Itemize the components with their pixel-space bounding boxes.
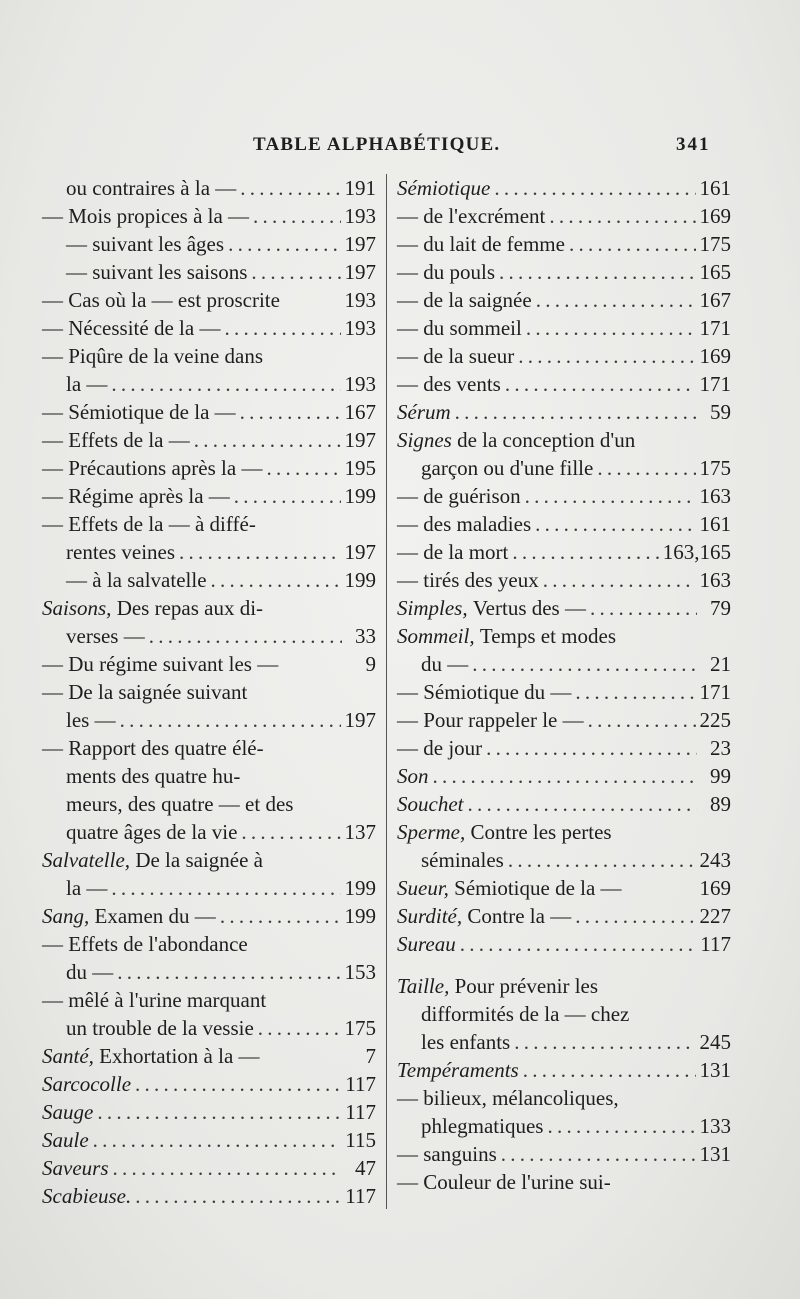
entry-page-number: 243	[699, 848, 731, 872]
entry-page-number: 117	[345, 1184, 376, 1208]
entry-text: — de guérison	[397, 484, 521, 508]
index-entry	[397, 902, 731, 930]
dot-leader	[549, 202, 695, 230]
index-entry	[397, 706, 731, 734]
index-entry	[397, 1168, 731, 1196]
dot-leader	[467, 790, 697, 818]
entry-text: — du sommeil	[397, 316, 522, 340]
entry-text: — de jour	[397, 736, 483, 760]
entry-text: — tirés des yeux	[397, 568, 539, 592]
index-entry	[42, 1014, 376, 1042]
index-entry	[42, 1042, 376, 1070]
entry-text: — Mois propices à la —	[42, 204, 250, 228]
entry-text: du —	[421, 652, 469, 676]
entry-page-number: 169	[699, 204, 731, 228]
entry-page-number: 227	[699, 904, 731, 928]
index-entry	[397, 762, 731, 790]
dot-leader	[111, 370, 340, 398]
index-entry	[42, 370, 376, 398]
entry-page-number: 89	[710, 792, 731, 816]
entry-page-number: 191	[344, 176, 376, 200]
entry-headword: Taille,	[397, 974, 450, 998]
entry-page-number: 171	[699, 316, 731, 340]
dot-leader	[240, 398, 341, 426]
page-header	[0, 134, 800, 162]
entry-text: la —	[66, 372, 108, 396]
entry-headword: Tempéraments	[397, 1058, 519, 1082]
entry-headword: Sémiotique	[397, 176, 491, 200]
dot-leader	[575, 902, 695, 930]
index-entry	[42, 622, 376, 650]
entry-page-number: 199	[344, 568, 376, 592]
entry-page-number: 199	[344, 904, 376, 928]
entry-page-number: 193	[344, 288, 376, 312]
dot-leader	[460, 930, 697, 958]
entry-text: — du pouls	[397, 260, 496, 284]
entry-page-number: 197	[344, 260, 376, 284]
dot-leader	[211, 566, 341, 594]
entry-page-number: 133	[699, 1114, 731, 1138]
entry-text: garçon ou d'une fille	[421, 456, 594, 480]
entry-page-number: 193	[344, 372, 376, 396]
dot-leader	[543, 566, 696, 594]
entry-page-number: 131	[699, 1058, 731, 1082]
entry-page-number: 197	[344, 232, 376, 256]
entry-text: — Pour rappeler le —	[397, 708, 584, 732]
index-entry	[397, 1056, 731, 1084]
entry-page-number: 225	[699, 708, 731, 732]
entry-text: Vertus des —	[472, 596, 586, 620]
index-entry	[397, 258, 731, 286]
entry-page-number: 199	[344, 484, 376, 508]
index-entry	[42, 286, 376, 314]
index-entry	[397, 594, 731, 622]
index-entry	[397, 1028, 731, 1056]
index-entry	[42, 1154, 376, 1182]
index-entry	[42, 678, 376, 706]
entry-headword: Son	[397, 764, 429, 788]
entry-text: — du lait de femme	[397, 232, 565, 256]
entry-page-number: 161	[699, 176, 731, 200]
entry-text: verses —	[66, 624, 145, 648]
entry-text: Examen du —	[94, 904, 216, 928]
dot-leader	[508, 846, 696, 874]
entry-page-number: 59	[710, 400, 731, 424]
entry-text: du —	[66, 960, 114, 984]
index-entry	[42, 706, 376, 734]
dot-leader	[120, 706, 341, 734]
entry-page-number: 23	[710, 736, 731, 760]
entry-text: — Nécessité de la —	[42, 316, 221, 340]
entry-page-number: 115	[345, 1128, 376, 1152]
index-entry	[397, 818, 731, 846]
index-entry	[42, 1182, 376, 1210]
index-entry	[42, 314, 376, 342]
entry-page-number: 9	[365, 652, 376, 676]
entry-text: — Effets de la — à diffé-	[42, 512, 256, 536]
entry-page-number: 47	[355, 1156, 376, 1180]
dot-leader	[499, 258, 695, 286]
entry-page-number: 175	[699, 456, 731, 480]
dot-leader	[518, 342, 695, 370]
entry-text: — Cas où la — est proscrite	[42, 288, 280, 312]
index-entry	[42, 230, 376, 258]
entry-headword: Simples,	[397, 596, 468, 620]
entry-text: — suivant les saisons	[66, 260, 248, 284]
entry-page-number: 131	[699, 1142, 731, 1166]
entry-text: les enfants	[421, 1030, 511, 1054]
dot-leader	[253, 202, 340, 230]
index-entry	[397, 314, 731, 342]
entry-text: — de la mort	[397, 540, 509, 564]
dot-leader	[149, 622, 342, 650]
index-entry	[397, 454, 731, 482]
entry-text: les —	[66, 708, 116, 732]
entry-headword: Sureau	[397, 932, 456, 956]
index-entry	[397, 622, 731, 650]
dot-leader	[117, 958, 340, 986]
running-title: TABLE ALPHABÉTIQUE.	[253, 134, 501, 155]
entry-page-number: 169	[699, 876, 731, 900]
index-entry	[397, 370, 731, 398]
entry-page-number: 167	[699, 288, 731, 312]
index-entry	[42, 874, 376, 902]
dot-leader	[505, 370, 696, 398]
entry-text: — Piqûre de la veine dans	[42, 344, 264, 368]
entry-headword: Saisons,	[42, 596, 112, 620]
index-entry	[42, 790, 376, 818]
entry-page-number: 197	[344, 428, 376, 452]
entry-text: — Rapport des quatre élé-	[42, 736, 264, 760]
entry-text: — Sémiotique de la —	[42, 400, 236, 424]
index-entry	[397, 1140, 731, 1168]
entry-headword: Sueur,	[397, 876, 449, 900]
entry-text: séminales	[421, 848, 504, 872]
entry-page-number: 167	[344, 400, 376, 424]
entry-text: Contre la —	[467, 904, 572, 928]
entry-page-number: 175	[699, 232, 731, 256]
entry-page-number: 245	[699, 1030, 731, 1054]
index-entry	[397, 538, 731, 566]
index-entry	[397, 972, 731, 1000]
entry-text: — de l'excrément	[397, 204, 546, 228]
entry-headword: Santé,	[42, 1044, 94, 1068]
dot-leader	[512, 538, 658, 566]
dot-leader	[455, 398, 697, 426]
entry-text: Exhortation à la —	[99, 1044, 260, 1068]
index-entry	[397, 790, 731, 818]
entry-headword: Sarcocolle	[42, 1072, 132, 1096]
index-entry	[42, 902, 376, 930]
index-entry	[42, 342, 376, 370]
entry-headword: Souchet	[397, 792, 464, 816]
entry-headword: Surdité,	[397, 904, 463, 928]
index-entry	[42, 1070, 376, 1098]
entry-page-number: 163	[699, 484, 731, 508]
entry-text: — des vents	[397, 372, 501, 396]
index-entry	[42, 734, 376, 762]
entry-text: ou contraires à la —	[66, 176, 237, 200]
entry-text: la —	[66, 876, 108, 900]
entry-page-number: 79	[710, 596, 731, 620]
entry-headword: Saveurs	[42, 1156, 109, 1180]
entry-headword: Saule	[42, 1128, 89, 1152]
entry-text: — de la sueur	[397, 344, 515, 368]
dot-leader	[179, 538, 340, 566]
entry-text: difformités de la — chez	[421, 1002, 630, 1026]
entry-text: — Effets de la —	[42, 428, 190, 452]
dot-leader	[194, 426, 341, 454]
entry-page-number: 117	[700, 932, 731, 956]
dot-leader	[523, 1056, 696, 1084]
dot-leader	[234, 482, 341, 510]
entry-text: Sémiotique de la —	[454, 876, 622, 900]
dot-leader	[266, 454, 340, 482]
entry-page-number: 165	[699, 260, 731, 284]
dot-leader	[569, 230, 696, 258]
index-entry	[42, 258, 376, 286]
entry-page-number: 117	[345, 1100, 376, 1124]
dot-leader	[224, 314, 340, 342]
index-entry	[42, 818, 376, 846]
entry-text: meurs, des quatre — et des	[66, 792, 294, 816]
index-entry	[42, 986, 376, 1014]
entry-headword: Sérum	[397, 400, 451, 424]
entry-page-number: 197	[344, 540, 376, 564]
dot-leader	[433, 762, 698, 790]
entry-text: quatre âges de la vie	[66, 820, 238, 844]
index-entry	[42, 566, 376, 594]
entry-headword: Signes	[397, 428, 452, 452]
index-entry	[397, 426, 731, 454]
entry-text: — Sémiotique du —	[397, 680, 572, 704]
entry-page-number: 171	[699, 680, 731, 704]
entry-text: un trouble de la vessie	[66, 1016, 254, 1040]
dot-leader	[97, 1098, 341, 1126]
dot-leader	[597, 454, 695, 482]
index-entry	[42, 510, 376, 538]
entry-page-number: 7	[365, 1044, 376, 1068]
index-entry	[42, 538, 376, 566]
dot-leader	[251, 258, 340, 286]
entry-headword: Sperme,	[397, 820, 466, 844]
entry-page-number: 137	[344, 820, 376, 844]
dot-leader	[588, 706, 696, 734]
index-entry	[42, 1126, 376, 1154]
entry-page-number: 197	[344, 708, 376, 732]
dot-leader	[514, 1028, 695, 1056]
dot-leader	[472, 650, 697, 678]
entry-page-number: 21	[710, 652, 731, 676]
dot-leader	[525, 482, 696, 510]
dot-leader	[220, 902, 341, 930]
index-entry	[42, 202, 376, 230]
entry-text: — De la saignée suivant	[42, 680, 248, 704]
index-entry	[42, 930, 376, 958]
entry-text: — de la saignée	[397, 288, 532, 312]
index-entry	[397, 566, 731, 594]
index-entry	[397, 286, 731, 314]
entry-page-number: 33	[355, 624, 376, 648]
dot-leader	[501, 1140, 696, 1168]
dot-leader	[590, 594, 697, 622]
entry-page-number: 169	[699, 344, 731, 368]
entry-headword: Sommeil,	[397, 624, 475, 648]
index-entry	[42, 1098, 376, 1126]
index-entry	[42, 958, 376, 986]
column-divider	[386, 174, 387, 1209]
index-entry	[397, 202, 731, 230]
entry-page-number: 175	[344, 1016, 376, 1040]
index-entry	[397, 1084, 731, 1112]
dot-leader	[240, 174, 340, 202]
section-gap	[397, 958, 731, 972]
index-entry	[42, 174, 376, 202]
dot-leader	[486, 734, 697, 762]
index-entry	[397, 342, 731, 370]
dot-leader	[526, 314, 696, 342]
index-entry	[397, 846, 731, 874]
dot-leader	[113, 1154, 343, 1182]
dot-leader	[536, 286, 696, 314]
index-entry	[42, 650, 376, 678]
entry-page-number: 195	[344, 456, 376, 480]
dot-leader	[135, 1070, 341, 1098]
entry-page-number: 193	[344, 316, 376, 340]
entry-text: Pour prévenir les	[454, 974, 599, 998]
index-entry	[42, 454, 376, 482]
entry-page-number: 99	[710, 764, 731, 788]
entry-page-number: 153	[344, 960, 376, 984]
entry-text: — bilieux, mélancoliques,	[397, 1086, 619, 1110]
dot-leader	[241, 818, 340, 846]
index-entry	[397, 1000, 731, 1028]
index-entry	[397, 678, 731, 706]
entry-text: rentes veines	[66, 540, 176, 564]
dot-leader	[228, 230, 340, 258]
index-entry	[397, 650, 731, 678]
entry-text: Des repas aux di-	[116, 596, 264, 620]
entry-page-number: 171	[699, 372, 731, 396]
dot-leader	[535, 510, 695, 538]
index-entry	[397, 734, 731, 762]
entry-text: — Couleur de l'urine sui-	[397, 1170, 611, 1194]
entry-text: — des maladies	[397, 512, 532, 536]
index-entry	[42, 762, 376, 790]
entry-text: — à la salvatelle	[66, 568, 207, 592]
dot-leader	[547, 1112, 695, 1140]
index-entry	[397, 230, 731, 258]
index-entry	[397, 510, 731, 538]
entry-text: Temps et modes	[479, 624, 616, 648]
index-entry	[42, 482, 376, 510]
index-entry	[397, 398, 731, 426]
entry-text: De la saignée à	[135, 848, 263, 872]
entry-text: — Effets de l'abondance	[42, 932, 248, 956]
index-entry	[397, 174, 731, 202]
entry-text: ments des quatre hu-	[66, 764, 241, 788]
index-entry	[397, 930, 731, 958]
entry-page-number: 117	[345, 1072, 376, 1096]
entry-text: — Régime après la —	[42, 484, 230, 508]
index-entry	[42, 594, 376, 622]
index-entry	[42, 426, 376, 454]
entry-headword: Sang,	[42, 904, 90, 928]
dot-leader	[93, 1126, 342, 1154]
entry-page-number: 161	[699, 512, 731, 536]
entry-text: de la conception d'un	[457, 428, 636, 452]
entry-page-number: 199	[344, 876, 376, 900]
entry-headword: Scabieuse.	[42, 1184, 132, 1208]
index-column-right	[397, 174, 731, 1196]
entry-text: — mêlé à l'urine marquant	[42, 988, 267, 1012]
index-entry	[397, 1112, 731, 1140]
dot-leader	[575, 678, 695, 706]
entry-text: — Précautions après la —	[42, 456, 263, 480]
entry-page-number: 163	[699, 568, 731, 592]
index-entry	[397, 482, 731, 510]
index-entry	[42, 398, 376, 426]
dot-leader	[494, 174, 695, 202]
dot-leader	[258, 1014, 341, 1042]
entry-text: — Du régime suivant les —	[42, 652, 279, 676]
dot-leader	[111, 874, 340, 902]
entry-text: Contre les pertes	[470, 820, 612, 844]
entry-page-number: 193	[344, 204, 376, 228]
page-number: 341	[676, 134, 711, 155]
entry-text: phlegmatiques	[421, 1114, 544, 1138]
index-entry	[397, 874, 731, 902]
entry-headword: Salvatelle,	[42, 848, 131, 872]
dot-leader	[135, 1182, 341, 1210]
index-entry	[42, 846, 376, 874]
entry-text: — sanguins	[397, 1142, 497, 1166]
entry-headword: Sauge	[42, 1100, 94, 1124]
index-column-left	[42, 174, 376, 1210]
entry-page-number: 163,165	[662, 540, 731, 564]
entry-text: — suivant les âges	[66, 232, 225, 256]
